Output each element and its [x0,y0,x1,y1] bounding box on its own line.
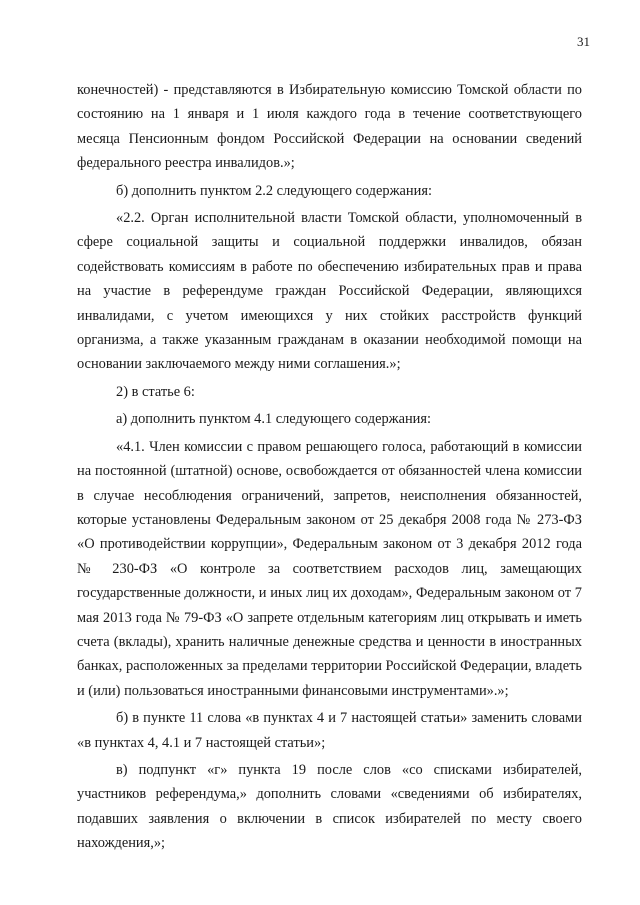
paragraph-6: «4.1. Член комиссии с правом решающего голоса, работающий в комиссии на постоянной (штатной) основе, освобождается от обязанностей члена комиссии в случае несоблюдения ограничений, запретов, неисполнения обязанностей, которые установлены Федеральным законом от 25 декабря 2008 года № 273-ФЗ «О противодействии коррупции», Федеральным законом от 3 декабря 2012 года № 230-ФЗ «О контроле за соответствием расходов лиц, замещающих государственные должности, и иных лиц их доходам», Федеральным законом от 7 мая 2013 года № 79-ФЗ «О запрете отдельным категориям лиц открывать и иметь счета (вклады), хранить наличные денежные средства и ценности в иностранных банках, расположенных за пределами территории Российской Федерации, владеть и (или) пользоваться иностранными финансовыми инструментами».»; [77,438,582,699]
paragraph-1: конечностей) - представляются в Избирательную комиссию Томской области по состоянию на 1 января и 1 июля каждого года в течение соответствующего месяца Пенсионным фондом Российской Федерации на основании сведений федерального реестра инвалидов.»; [77,82,582,172]
paragraph-5: а) дополнить пунктом 4.1 следующего содержания: [116,411,432,428]
paragraph-4: 2) в статье 6: [116,383,195,400]
document-body [77,78,582,856]
paragraph-3: «2.2. Орган исполнительной власти Томской области, уполномоченный в сфере социальной защиты и социальной поддержки инвалидов, обязан содействовать комиссиям в работе по обеспечению избирательных прав и права на участие в референдуме граждан Российской Федерации, являющихся инвалидами, с учетом имеющихся у них стойких расстройств функций организма, а также указанным гражданам в оказании необходимой помощи на основании заключаемого между ними соглашения.»; [77,210,582,373]
paragraph-8: в) подпункт «г» пункта 19 после слов «со списками избирателей, участников референдума,» дополнить словами «сведениями об избирателях, подавших заявления о включении в список избирателей по месту своего нахождения,»; [77,761,582,852]
paragraph-7: б) в пункте 11 слова «в пунктах 4 и 7 настоящей статьи» заменить словами «в пунктах 4, 4.1 и 7 настоящей статьи»; [77,710,582,751]
paragraph-2: б) дополнить пунктом 2.2 следующего содержания: [116,182,432,199]
page-number: 31 [577,34,590,49]
